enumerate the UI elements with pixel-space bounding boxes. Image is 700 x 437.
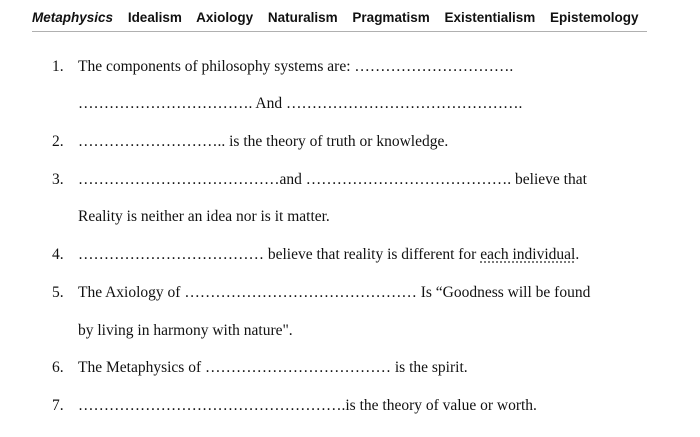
- question-text: The Metaphysics of ……………………………… is the spirit.: [78, 359, 468, 376]
- word-bank: [32, 10, 647, 32]
- question-4: [52, 246, 579, 264]
- underlined-phrase: each individual: [480, 246, 576, 263]
- question-5: [52, 284, 590, 302]
- question-text: The components of philosophy systems are: ………………………….: [78, 58, 514, 75]
- question-text: …………………………………………….is the theory of value or worth.: [78, 397, 537, 414]
- question-number: 1.: [52, 58, 64, 75]
- question-5-continued: by living in harmony with nature".: [78, 322, 293, 339]
- question-number: 6.: [52, 359, 64, 376]
- word-bank-item: Existentialism: [444, 10, 536, 25]
- question-text-end: .: [575, 246, 580, 263]
- question-text: ……………………….. is the theory of truth or knowledge.: [78, 133, 449, 150]
- word-bank-item: Naturalism: [267, 10, 338, 25]
- question-number: 3.: [52, 171, 64, 188]
- question-text: The Axiology of ……………………………………… Is “Goodness will be found: [78, 284, 591, 301]
- word-bank-item: Idealism: [127, 10, 182, 25]
- word-bank-item: Epistemology: [550, 10, 639, 25]
- question-3: [52, 171, 587, 189]
- question-number: 7.: [52, 397, 64, 414]
- word-bank-item: Pragmatism: [352, 10, 430, 25]
- question-number: 4.: [52, 246, 64, 263]
- question-6: [52, 359, 468, 377]
- question-number: 5.: [52, 284, 64, 301]
- word-bank-item: Axiology: [196, 10, 254, 25]
- question-text: …………………………………and …………………………………. believe that: [78, 171, 587, 188]
- question-7: [52, 397, 537, 415]
- question-number: 2.: [52, 133, 64, 150]
- word-bank-item: Metaphysics: [32, 10, 114, 25]
- question-1: [52, 58, 513, 76]
- question-1-continued: ……………………………. And ……………………………………….: [78, 95, 523, 112]
- question-2: [52, 133, 448, 151]
- question-text: ……………………………… believe that reality is different for: [78, 246, 481, 263]
- question-3-continued: Reality is neither an idea nor is it matter.: [78, 208, 330, 225]
